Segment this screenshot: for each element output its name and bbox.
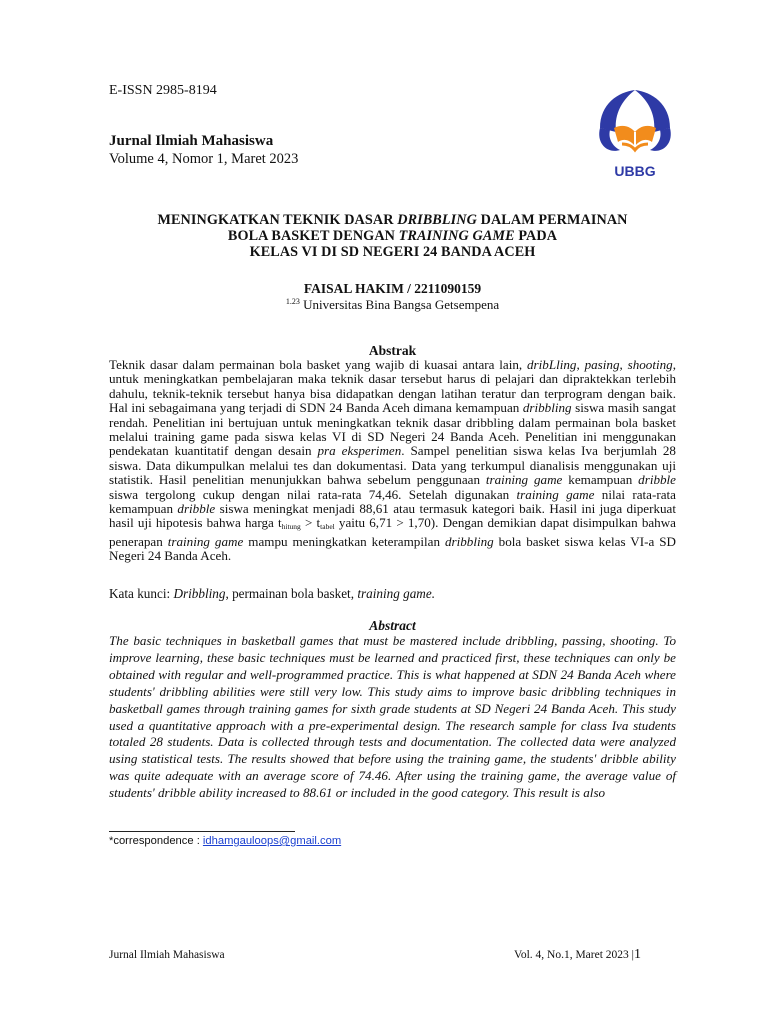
keywords: Kata kunci: Dribbling, permainan bola basket, training game. [109, 586, 435, 601]
correspondence-footnote: *correspondence : idhamgauloops@gmail.com [109, 835, 342, 847]
ubbg-logo-icon [592, 88, 678, 182]
footer-volume-page: Vol. 4, No.1, Maret 2023 |1 [514, 947, 641, 962]
abstract-en-heading: Abstract [369, 618, 416, 633]
page-number: 1 [633, 947, 641, 962]
abstrak-heading: Abstrak [368, 343, 417, 358]
eissn: E-ISSN 2985-8194 [109, 83, 217, 98]
journal-name: Jurnal Ilmiah Mahasiswa [109, 133, 274, 149]
abstrak-body: Teknik dasar dalam permainan bola basket yang wajib di kuasai antara lain, dribLling, pasing, shooting, untuk meningkatkan pembelajaran maka teknik dasar tersebut harus di pelajari dan dipraktekkan terlebih dahulu, teknik-teknik tersebut hanya bisa didapatkan dengan latihan teratur dan terprogram dengan baik. Hal ini sebagaimana yang terjadi di SDN 24 Banda Aceh dimana kemampuan dribbling siswa masih sangat rendah. Penelitian ini bertujuan untuk meningkatkan teknik dasar dribbling dalam permainan bola basket melalui training game pada siswa kelas VI di SD Negeri 24 Banda Aceh. Penelitian ini menggunakan pendekatan kuantitatif dengan desain pra eksperimen. Sampel penelitian siswa kelas Iva berjumlah 28 siswa. Data dikumpulkan melalui tes dan dokumentasi. Data yang terkumpul dianalisis menggunakan uji statistik. Hasil penelitian menunjukkan bahwa sebelum penggunaan training game kemampuan dribble siswa tergolong cukup dengan nilai rata-rata 74,46. Setelah digunakan training game nilai rata-rata kemampuan dribble siswa meningkat menjadi 88,61 atau termasuk kategori baik. Hasil ini juga diperkuat hasil uji hipotesis bahwa harga $t_{hitung} > t_{tabel}$ yaitu 6,71 > 1,70). Dengan demikian dapat disimpulkan bahwa penerapan training game mampu meningkatkan keterampilan dribbling bola basket siswa kelas VI-a SD Negeri 24 Banda Aceh. [109, 357, 677, 564]
article-title: MENINGKATKAN TEKNIK DASAR DRIBBLING DALAM PERMAINAN BOLA BASKET DENGAN TRAINING GAME PADA KELAS VI DI SD NEGERI 24 BANDA ACEH [157, 212, 628, 261]
author: FAISAL HAKIM / 2211090159 [303, 281, 482, 296]
footnote-divider [109, 831, 295, 832]
journal-volume: Volume 4, Nomor 1, Maret 2023 [109, 151, 299, 167]
affiliation: $^{1.23}$ Universitas Bina Bangsa Getsempena [285, 297, 500, 312]
email-link[interactable]: idhamgauloops@gmail.com [202, 835, 342, 847]
university-logo [592, 88, 678, 182]
footer-journal-name: Jurnal Ilmiah Mahasiswa [109, 949, 225, 961]
abstract-en-body: The basic techniques in basketball games that must be mastered include dribbling, passing, shooting. To improve learning, these basic techniques must be learned and practiced first, these techniques can only be obtained with regular and well-programmed practice. This is what happened at SDN 24 Banda Aceh where students' dribbling abilities were still very low. This study aims to improve basic dribbling techniques in basketball games through training games for sixth grade students at SD Negeri 24 Banda Aceh. This study used a quantitative approach with a pre-experimental design. The research sample for class Iva students totaled 28 students. Data is collected through tests and documentation. The collected data were analyzed using statistical tests. The results showed that before using the training game, the students' dribble ability was quite adequate with an average score of 74.46. After using the training game, the average value of students' dribble ability increased to 88.61 or included in the good category. This result is also [109, 633, 676, 801]
logo-text: UBBG [614, 163, 656, 179]
